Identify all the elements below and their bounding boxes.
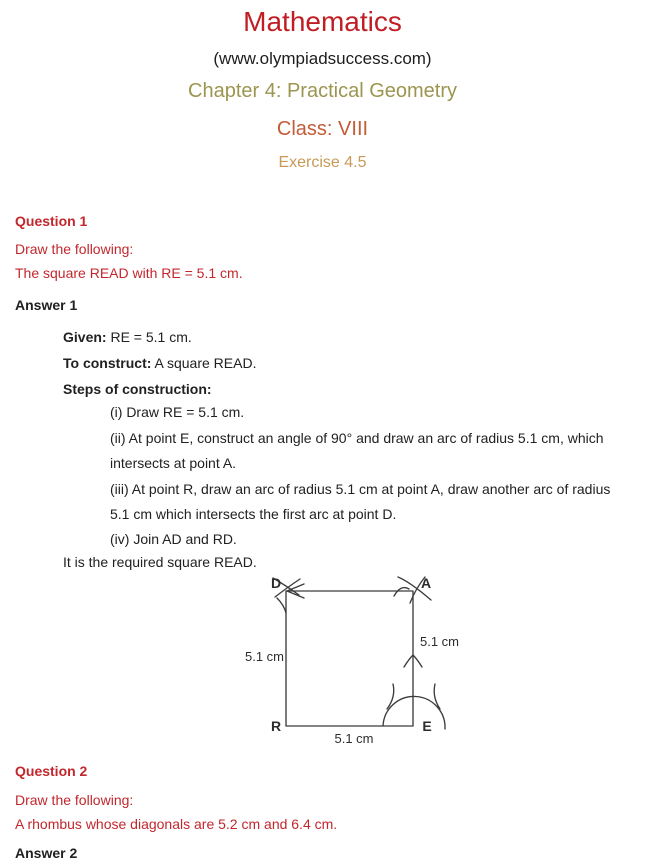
mid-right-tick-1 bbox=[404, 655, 413, 667]
answer-2-heading: Answer 2 bbox=[15, 845, 78, 861]
corner-label-r: R bbox=[270, 718, 282, 734]
page-title: Mathematics bbox=[243, 6, 402, 37]
measure-left: 5.1 cm bbox=[244, 649, 284, 664]
construction-figure bbox=[238, 570, 478, 757]
answer-1-conclusion: It is the required square READ. bbox=[63, 554, 257, 570]
step-2-line: intersects at point A. bbox=[110, 455, 237, 471]
to-construct-label: To construct: bbox=[63, 355, 152, 371]
mid-right-tick-2 bbox=[413, 655, 422, 667]
question-2-line: A rhombus whose diagonals are 5.2 cm and 6.4 cm. bbox=[15, 816, 338, 832]
steps-heading: Steps of construction: bbox=[63, 381, 212, 397]
class-heading: Class: VIII bbox=[276, 118, 369, 140]
question-1-line: The square READ with RE = 5.1 cm. bbox=[15, 265, 243, 281]
step-4-line: (iv) Join AD and RD. bbox=[110, 531, 237, 547]
tick-top-edge-near-a bbox=[394, 588, 409, 596]
site-url: (www.olympiadsuccess.com) bbox=[213, 49, 432, 68]
step-3-line: (iii) At point R, draw an arc of radius 5.1 cm at point A, draw another arc of radius bbox=[110, 481, 611, 497]
step-2-line: (ii) At point E, construct an angle of 90° and draw an arc of radius 5.1 cm, which bbox=[110, 430, 604, 446]
corner-label-d: D bbox=[270, 575, 282, 591]
exercise-heading: Exercise 4.5 bbox=[278, 154, 367, 171]
question-1-line: Draw the following: bbox=[15, 241, 134, 257]
step-3-line: 5.1 cm which intersects the first arc at point D. bbox=[110, 506, 397, 522]
corner-label-a: A bbox=[420, 575, 432, 591]
question-2-heading: Question 2 bbox=[15, 763, 88, 779]
answer-1-heading: Answer 1 bbox=[15, 297, 78, 313]
given-text: RE = 5.1 cm. bbox=[106, 329, 192, 345]
chapter-heading: Chapter 4: Practical Geometry bbox=[188, 80, 457, 102]
question-1-heading: Question 1 bbox=[15, 213, 88, 229]
given-label: Given: bbox=[63, 329, 107, 345]
figure-square bbox=[286, 591, 413, 726]
measure-right: 5.1 cm bbox=[420, 634, 460, 649]
corner-arc-d-3 bbox=[277, 598, 286, 613]
to-construct-text: A square READ. bbox=[151, 355, 257, 371]
corner-label-e: E bbox=[422, 718, 432, 734]
step-1-line: (i) Draw RE = 5.1 cm. bbox=[110, 404, 245, 420]
measure-bottom: 5.1 cm bbox=[334, 731, 374, 746]
given-line bbox=[63, 329, 192, 345]
to-construct-line bbox=[63, 355, 256, 371]
question-2-line: Draw the following: bbox=[15, 792, 134, 808]
